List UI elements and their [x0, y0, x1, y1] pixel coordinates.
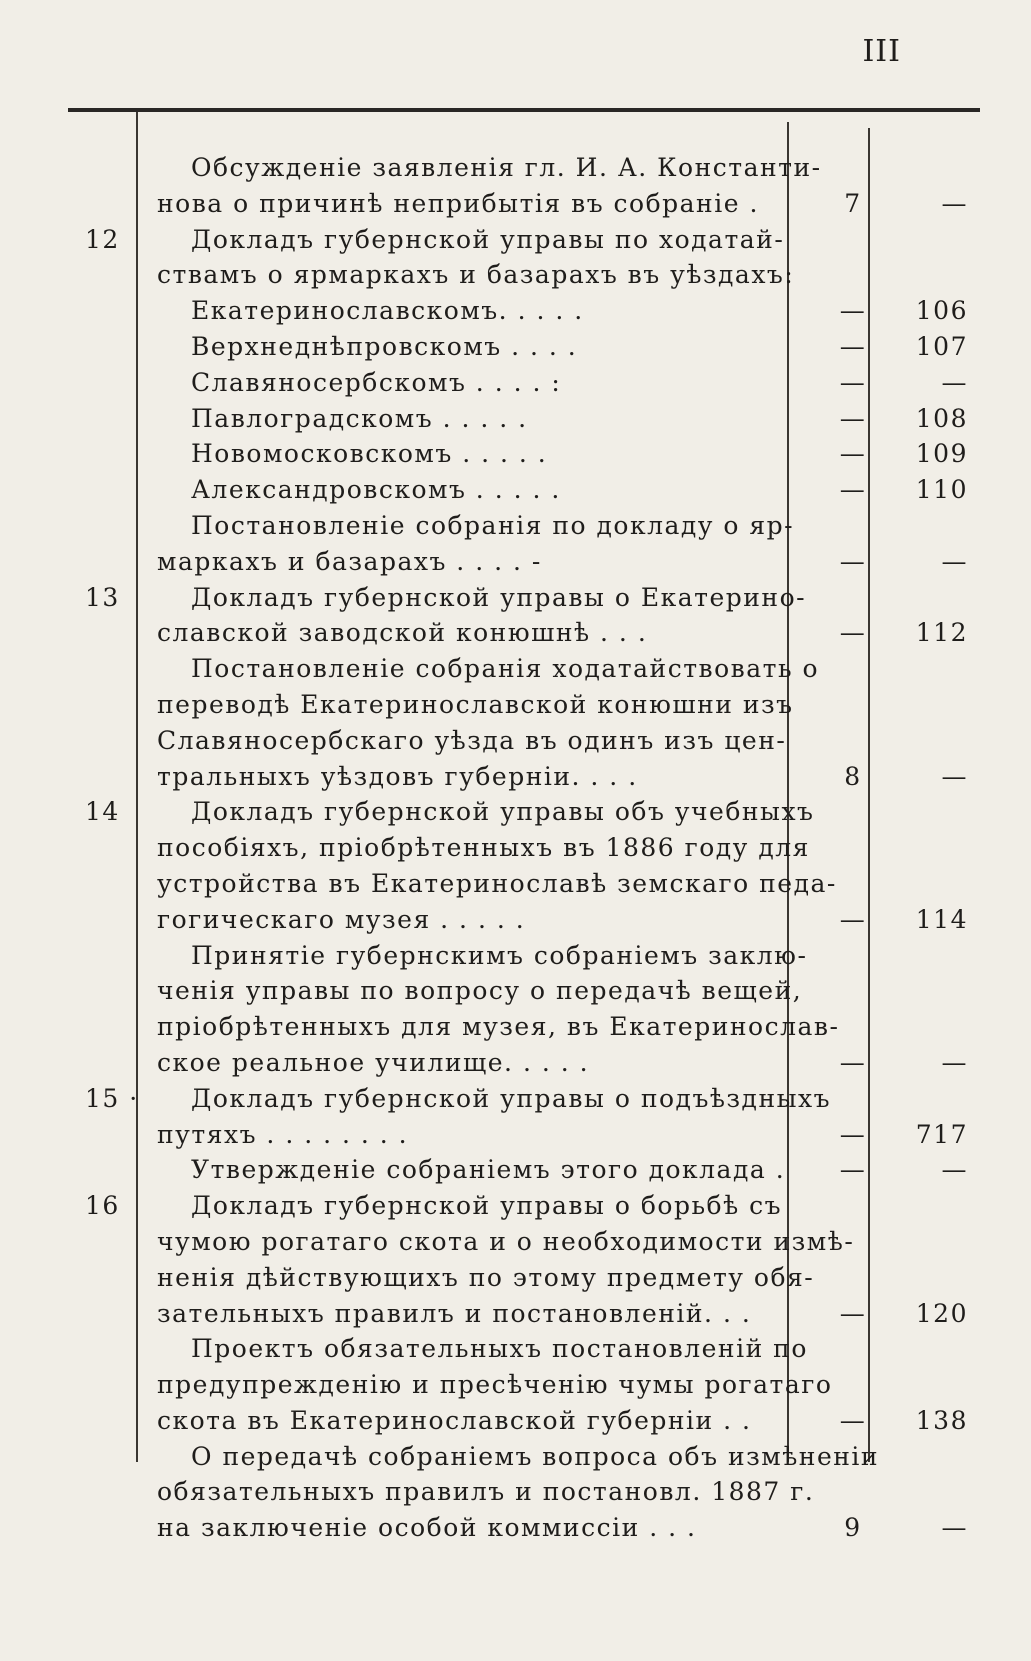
page-ref-first: —	[839, 439, 867, 469]
item-number: 14	[85, 797, 120, 827]
page-ref-first: —	[839, 904, 867, 934]
table-row	[0, 1081, 1031, 1153]
page-ref-first: —	[839, 1119, 867, 1149]
page-ref-first: 8	[844, 761, 862, 791]
entry-line: Докладъ губернской управы о подъѣздныхъ	[191, 1083, 832, 1113]
entry-line: ченія управы по вопросу о передачѣ вещей,	[157, 976, 803, 1006]
page-ref-second: 109	[915, 439, 968, 469]
entry-line: Постановленіе собранія по докладу о яр-	[191, 510, 795, 540]
page-ref-second: —	[941, 761, 968, 791]
entry-line: Докладъ губернской управы по ходатай-	[191, 224, 785, 254]
page-ref-second: 717	[915, 1119, 968, 1149]
entry-text	[143, 1188, 855, 1331]
entry-line: Новомосковскомъ . . . . .	[191, 439, 548, 469]
entry-line: зательныхъ правилъ и постановленій. . .	[157, 1298, 752, 1328]
page-ref-second: —	[941, 1513, 968, 1543]
page-ref-second: 112	[915, 618, 968, 648]
entry-line: на заключеніе особой коммиссіи . . .	[157, 1513, 697, 1543]
page-ref-second: —	[941, 1155, 968, 1185]
page-ref-first: —	[839, 331, 867, 361]
entry-line: Славяносербскомъ . . . . :	[191, 367, 562, 397]
page-ref-first: —	[839, 1047, 867, 1077]
entry-line: Проектъ обязательныхъ постановленій по	[191, 1334, 808, 1364]
table-row	[0, 150, 1031, 222]
entry-line: пособіяхъ, пріобрѣтенныхъ въ 1886 году для	[157, 833, 810, 863]
entry-line: маркахъ и базарахъ . . . . -	[157, 546, 542, 576]
page-ref-second: 106	[915, 296, 968, 326]
entry-text	[143, 580, 808, 652]
entry-line: Докладъ губернской управы о борьбѣ съ	[191, 1191, 783, 1221]
table-row	[0, 436, 1031, 472]
item-number: 13	[85, 582, 120, 612]
page-ref-first: —	[839, 618, 867, 648]
entry-text	[143, 938, 840, 1081]
page-ref-second: 138	[915, 1405, 968, 1435]
entry-text	[143, 508, 808, 580]
page-ref-first: 7	[844, 188, 862, 218]
page-ref-second: —	[941, 1047, 968, 1077]
page-ref-second: —	[941, 367, 968, 397]
entry-line: нова о причинѣ неприбытія въ собраніе .	[157, 188, 759, 218]
page-ref-second: 107	[915, 331, 968, 361]
entry-line: гогическаго музея . . . . .	[157, 904, 526, 934]
entry-text	[143, 222, 808, 294]
entry-text	[143, 651, 820, 794]
entry-line: Екатеринославскомъ. . . . .	[191, 296, 584, 326]
item-number: 15 ·	[85, 1083, 139, 1113]
entry-text	[143, 1081, 832, 1153]
entry-line: тральныхъ уѣздовъ губерніи. . . .	[157, 761, 638, 791]
entry-line: ствамъ о ярмаркахъ и базарахъ въ уѣздахъ:	[157, 260, 795, 290]
entry-text	[143, 1331, 833, 1438]
page-ref-first: —	[839, 296, 867, 326]
table-row	[0, 293, 1031, 329]
entry-line: Утвержденіе собраніемъ этого доклада .	[191, 1155, 786, 1185]
item-number: 16	[85, 1191, 120, 1221]
entry-text	[143, 794, 837, 937]
entry-line: Славяносербскаго уѣзда въ одинъ изъ цен-	[157, 725, 787, 755]
table-row	[0, 794, 1031, 937]
page-ref-first: —	[839, 367, 867, 397]
item-number: 12	[85, 224, 120, 254]
page-ref-second: —	[941, 188, 968, 218]
page-ref-second: 108	[915, 403, 968, 433]
entry-text	[143, 436, 808, 472]
entry-line: ненія дѣйствующихъ по этому предмету обя-	[157, 1262, 815, 1292]
table-row	[0, 401, 1031, 437]
page-ref-first: —	[839, 403, 867, 433]
table-row	[0, 1152, 1031, 1188]
entry-line: Александровскомъ . . . . .	[191, 475, 561, 505]
entry-line: обязательныхъ правилъ и постановл. 1887 г.	[157, 1477, 815, 1507]
table-row	[0, 508, 1031, 580]
entry-line: переводѣ Екатеринославской конюшни изъ	[157, 689, 794, 719]
table-row	[0, 365, 1031, 401]
table-row	[0, 329, 1031, 365]
entry-line: Принятіе губернскимъ собраніемъ заклю-	[191, 940, 808, 970]
entry-line: путяхъ . . . . . . . .	[157, 1119, 409, 1149]
table-row	[0, 222, 1031, 294]
header-rule	[68, 108, 980, 112]
entry-line: ское реальное училище. . . . .	[157, 1047, 590, 1077]
entry-line: Верхнеднѣпровскомъ . . . .	[191, 331, 578, 361]
page-ref-second: 120	[915, 1298, 968, 1328]
page-ref-first: —	[839, 475, 867, 505]
entry-line: славской заводской конюшнѣ . . .	[157, 618, 648, 648]
page-ref-second: 114	[915, 904, 968, 934]
entry-line: пріобрѣтенныхъ для музея, въ Екатеринослав-	[157, 1012, 840, 1042]
page-ref-second: —	[941, 546, 968, 576]
page-ref-first: —	[839, 546, 867, 576]
entry-line: скота въ Екатеринославской губерніи . .	[157, 1405, 752, 1435]
page-ref-second: 110	[915, 475, 968, 505]
table-row	[0, 1188, 1031, 1331]
page-number: III	[862, 34, 901, 69]
table-of-contents	[0, 150, 1031, 1546]
entry-text	[143, 329, 808, 365]
entry-line: О передачѣ собраніемъ вопроса объ измѣненіи	[191, 1441, 880, 1471]
page-ref-first: —	[839, 1298, 867, 1328]
entry-text	[143, 1152, 808, 1188]
entry-text	[143, 150, 822, 222]
entry-text	[143, 401, 808, 437]
page-ref-first: —	[839, 1155, 867, 1185]
entry-line: устройства въ Екатеринославѣ земскаго педа-	[157, 868, 837, 898]
entry-text	[143, 472, 808, 508]
table-row	[0, 1331, 1031, 1438]
entry-text	[143, 293, 808, 329]
entry-line: чумою рогатаго скота и о необходимости измѣ-	[157, 1226, 855, 1256]
table-row	[0, 1439, 1031, 1546]
entry-line: Павлоградскомъ . . . . .	[191, 403, 528, 433]
page-ref-first: —	[839, 1405, 867, 1435]
entry-line: Постановленіе собранія ходатайствовать о	[191, 654, 820, 684]
entry-line: Обсужденіе заявленія гл. И. А. Константи-	[191, 153, 822, 182]
table-row	[0, 472, 1031, 508]
entry-text	[143, 365, 808, 401]
entry-line: предупрежденію и пресѣченію чумы рогатаго	[157, 1370, 833, 1400]
table-row	[0, 580, 1031, 652]
entry-line: Докладъ губернской управы о Екатерино-	[191, 582, 807, 612]
entry-line: Докладъ губернской управы объ учебныхъ	[191, 797, 815, 827]
table-row	[0, 651, 1031, 794]
table-row	[0, 938, 1031, 1081]
entry-text	[143, 1439, 880, 1546]
page-ref-first: 9	[844, 1513, 862, 1543]
